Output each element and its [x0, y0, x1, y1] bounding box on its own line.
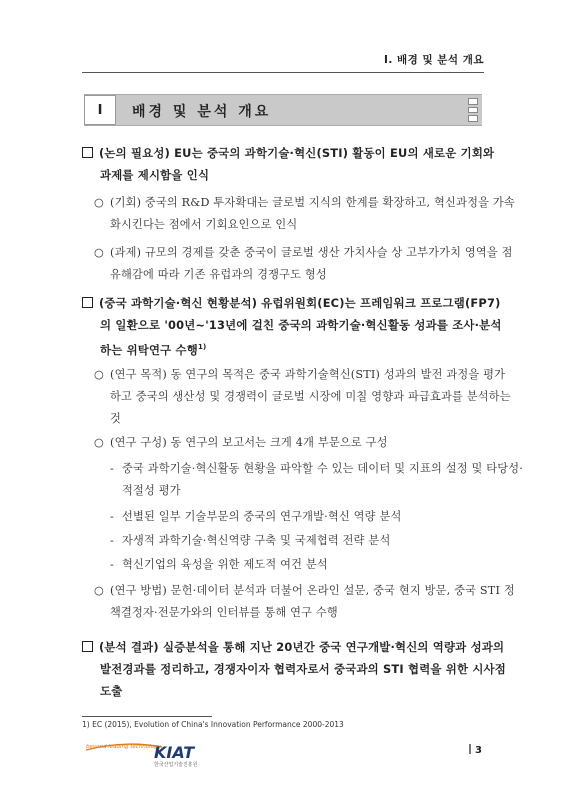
block-2-item-2: ○ (연구 구성) 동 연구의 보고서는 크게 4개 부문으로 구성	[82, 432, 516, 454]
circle-bullet-icon: ○	[94, 584, 104, 597]
square-bullet-icon	[82, 641, 93, 652]
banner-tab-decoration	[468, 98, 478, 122]
block-2-lead: (중국 과학기술·혁신 현황분석) 유럽위원회(EC)는 프레임워크 프로그램(FP7)의 일환으로 '00년~'13년에 걸친 중국의 과학기술·혁신활동 성과를 조사·분석하는 위탁연구 수행$^{1)}$	[82, 292, 506, 361]
block-1-lead: (논의 필요성) EU는 중국의 과학기술·혁신(STI) 활동이 EU의 새로운 기회와 과제를 제시함을 인식	[82, 142, 506, 186]
block-3-lead: (분석 결과) 실증분석을 통해 지난 20년간 중국 연구개발·혁신의 역량과 성과의 발전경과를 정리하고, 경쟁자이자 협력자로서 중국과의 STI 협력을 위한 시사점 도출	[82, 636, 506, 702]
running-header: Ⅰ. 배경 및 분석 개요	[383, 54, 484, 66]
block-2-item-1: ○ (연구 목적) 동 연구의 목적은 중국 과학기술혁신(STI) 성과의 발전 과정을 평가하고 중국의 생산성 및 경쟁력이 글로벌 시장에 미칠 영향과 파급효과를 분석하는 것	[82, 364, 516, 430]
block-2-subitem-1: - 중국 과학기술·혁신활동 현황을 파악할 수 있는 데이터 및 지표의 설정 및 타당성·적절성 평가	[110, 462, 524, 497]
circle-bullet-icon: ○	[94, 246, 104, 259]
kiat-logo	[84, 738, 234, 768]
footnote-ref: 1)	[197, 343, 207, 351]
block-2-item-3: ○ (연구 방법) 문헌·데이터 분석과 더불어 온라인 설문, 중국 현지 방문, 중국 STI 정책결정자·전문가와의 인터뷰를 통해 연구 수행	[82, 580, 516, 624]
circle-bullet-icon: ○	[94, 196, 104, 209]
logo-word: KIAT	[154, 743, 195, 762]
block-1-item-2: ○ (과제) 규모의 경제를 갖춘 중국이 글로벌 생산 가치사슬 상 고부가가치 영역을 점유해감에 따라 기존 유럽과의 경쟁구도 형성	[82, 242, 516, 286]
header-rule	[82, 72, 484, 73]
section-banner	[84, 94, 482, 126]
circle-bullet-icon: ○	[94, 436, 104, 449]
block-1-item-1: ○ (기회) 중국의 R&D 투자확대는 글로벌 지식의 한계를 확장하고, 혁신과정을 가속화시킨다는 점에서 기회요인으로 인식	[82, 192, 516, 236]
section-number: Ⅰ	[84, 95, 116, 125]
circle-bullet-icon: ○	[94, 368, 104, 381]
block-2-subitem-2: - 선별된 일부 기술부문의 중국의 연구개발·혁신 역량 분석	[110, 510, 402, 523]
block-2-subitem-4: - 혁신기업의 육성을 위한 제도적 여건 분석	[110, 558, 328, 571]
logo-org: 한국산업기술진흥원	[154, 762, 198, 768]
square-bullet-icon	[82, 297, 93, 308]
page-number: 3	[469, 744, 482, 756]
block-2-subitem-3: - 자생적 과학기술·혁신역량 구축 및 국제협력 전략 분석	[110, 534, 391, 547]
logo-tagline: beyond leading technology	[86, 744, 161, 750]
section-title: 배경 및 분석 개요	[132, 104, 272, 120]
square-bullet-icon	[82, 147, 93, 158]
footnote: 1) EC (2015), Evolution of China's Innovation Performance 2000-2013	[82, 720, 344, 729]
footnote-rule	[82, 716, 212, 717]
